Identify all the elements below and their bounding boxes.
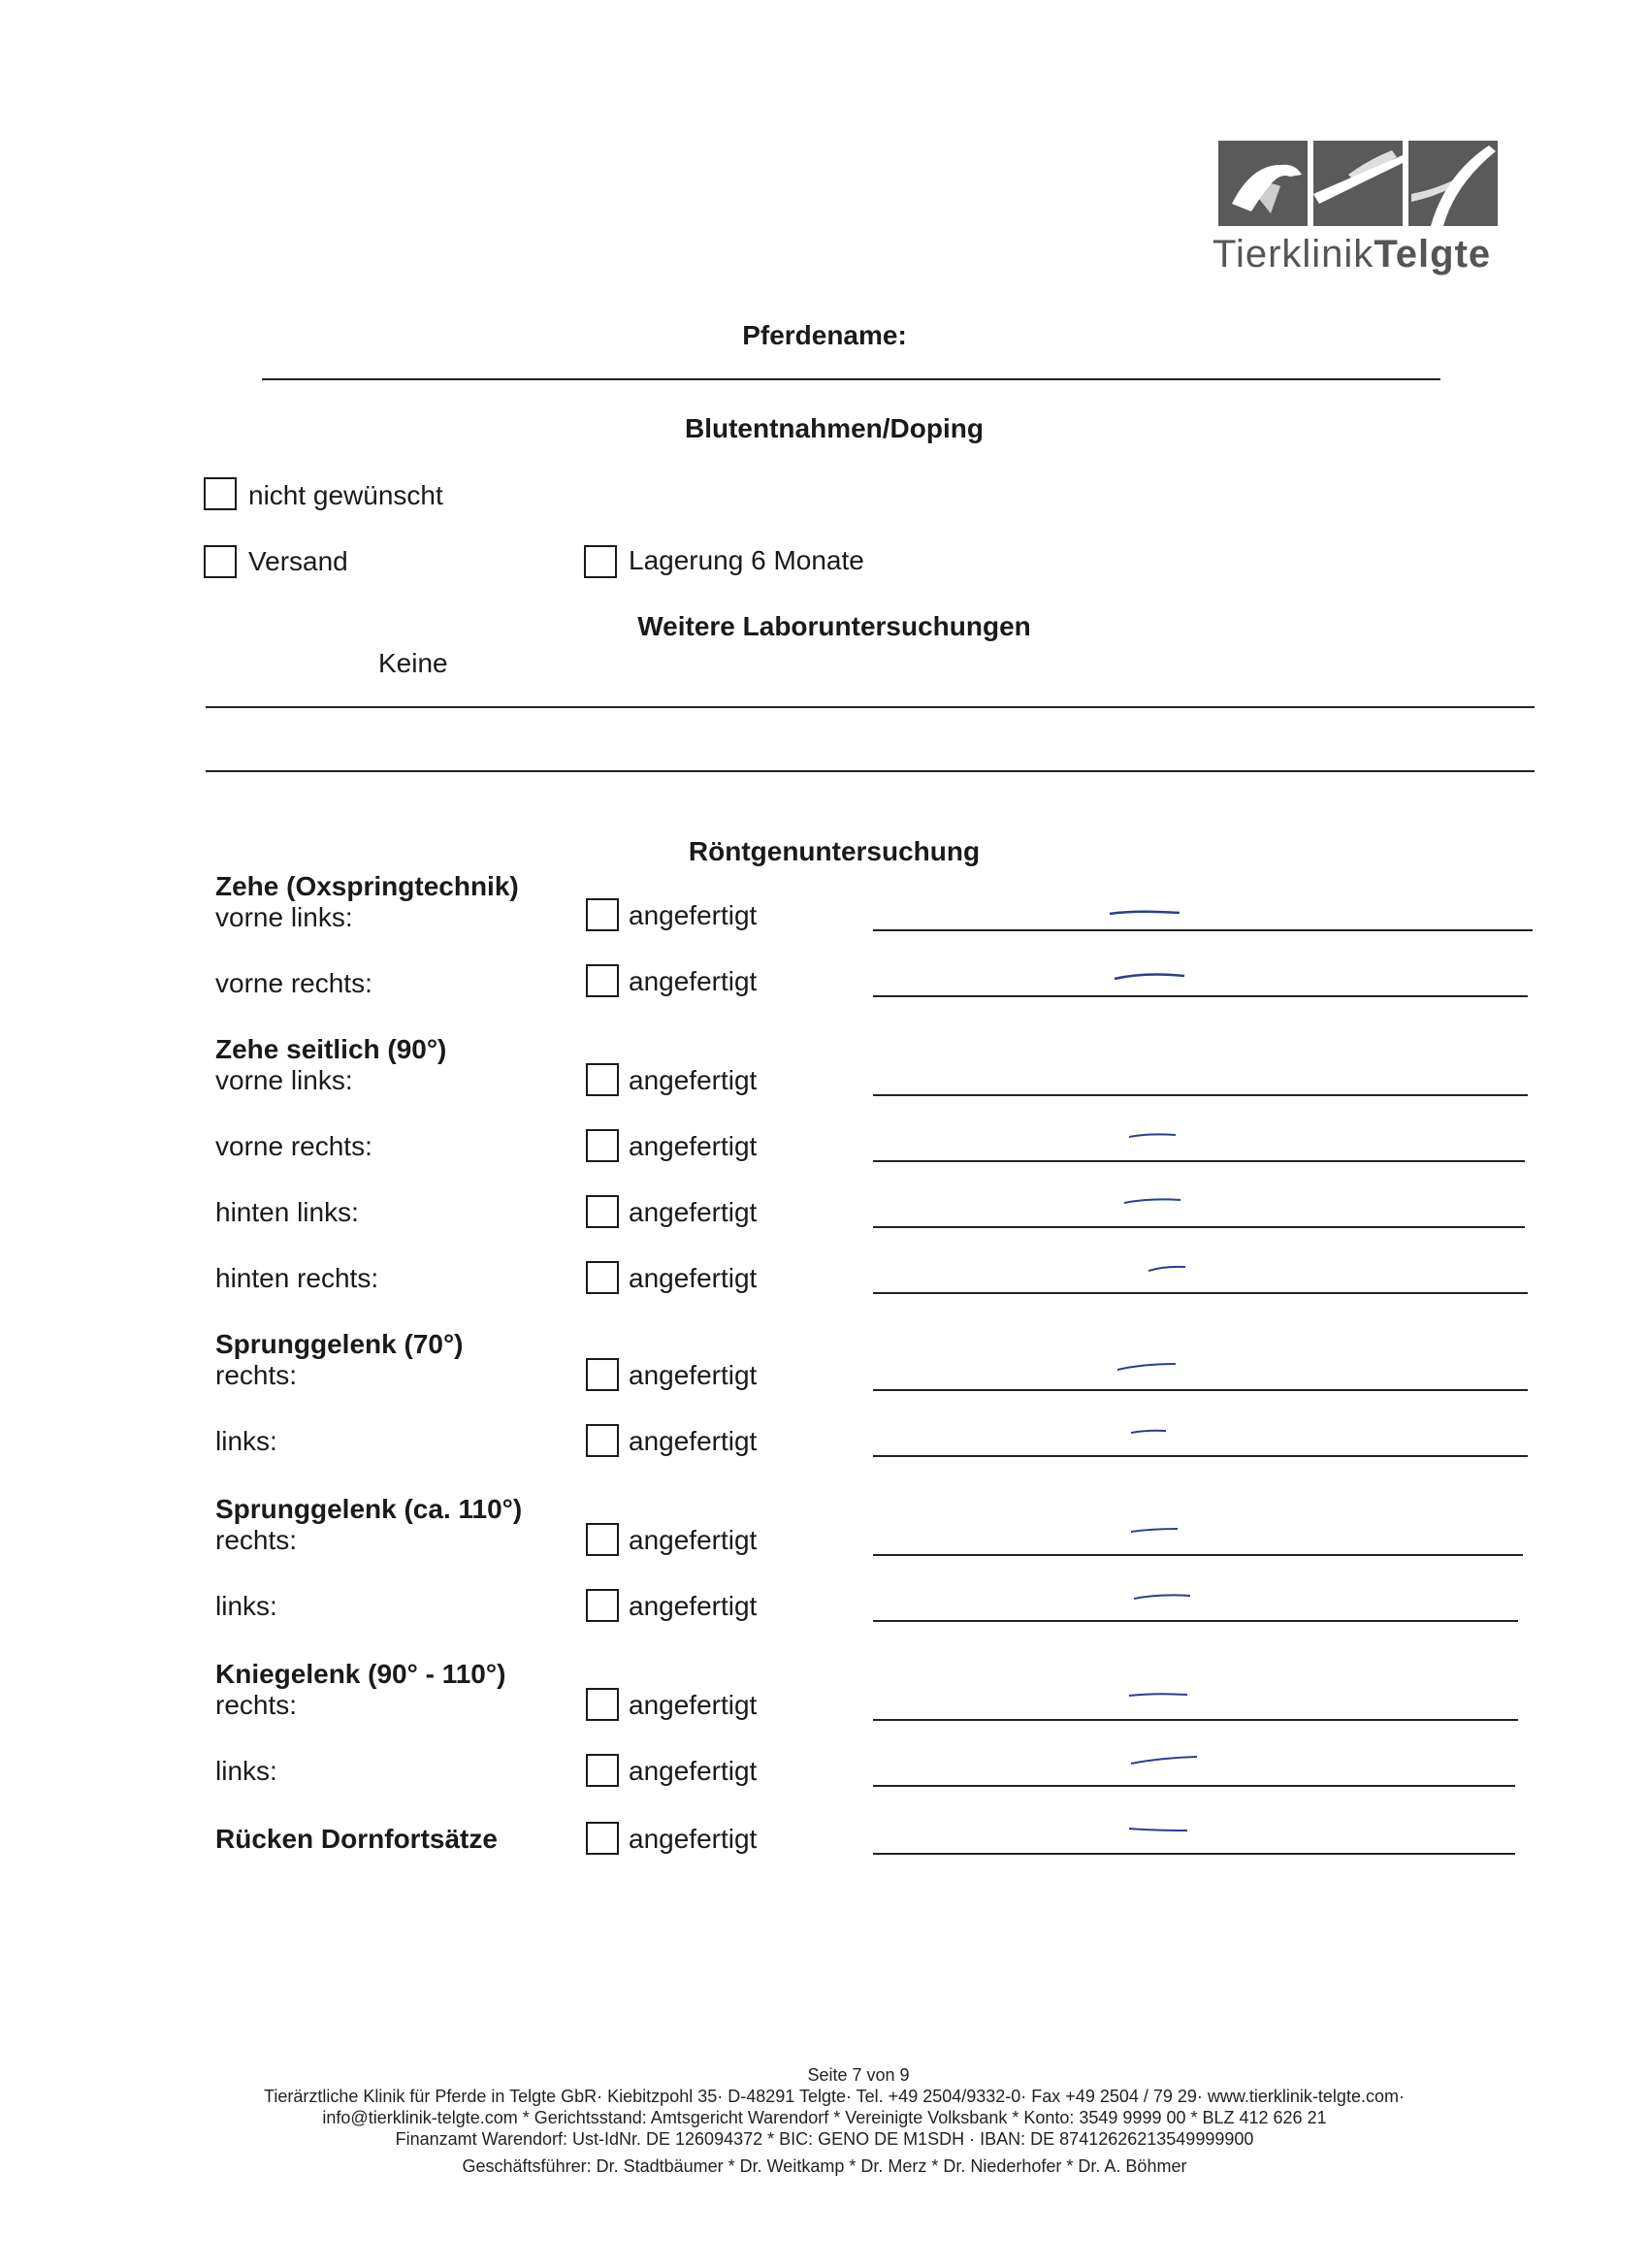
pen-mark — [1125, 1824, 1193, 1835]
logo-text-bold: Telgte — [1374, 233, 1492, 275]
toe-side-front-right-checkbox[interactable] — [586, 1129, 619, 1162]
xray-section-title: Röntgenuntersuchung — [688, 836, 981, 866]
row-hock110-right-label: rechts: — [215, 1525, 298, 1555]
toe-front-left-checkbox[interactable] — [586, 898, 619, 931]
group-hock70-heading: Sprunggelenk (70°) — [215, 1329, 464, 1359]
pen-mark — [1111, 970, 1188, 984]
hock110-right-line[interactable] — [873, 1554, 1523, 1556]
clinic-logo — [1212, 136, 1504, 281]
footer-line-3: Finanzamt Warendorf: Ust-IdNr. DE 126094372 * BIC: GENO DE M1SDH · IBAN: DE 87412626213549999900 — [395, 2129, 1254, 2149]
group-back-heading: Rücken Dornfortsätze — [215, 1824, 498, 1854]
row-hock110-left-label: links: — [215, 1591, 277, 1621]
made-label: angefertigt — [629, 1525, 758, 1555]
pen-mark — [1125, 1690, 1193, 1701]
made-label: angefertigt — [629, 1263, 758, 1293]
row-hock70-left-label: links: — [215, 1426, 277, 1456]
made-label: angefertigt — [629, 1824, 758, 1854]
pen-mark — [1125, 1130, 1183, 1142]
footer-line-4: Geschäftsführer: Dr. Stadtbäumer * Dr. Weitkamp * Dr. Merz * Dr. Niederhofer * Dr. A. Böhmer — [462, 2156, 1187, 2176]
hock70-right-line[interactable] — [873, 1389, 1528, 1391]
made-label: angefertigt — [629, 1426, 758, 1456]
blood-section-title: Blutentnahmen/Doping — [685, 413, 984, 443]
row-stifle-right-label: rechts: — [215, 1690, 298, 1720]
toe-front-left-line[interactable] — [873, 929, 1533, 931]
back-line[interactable] — [873, 1853, 1515, 1855]
toe-front-right-line[interactable] — [873, 995, 1528, 997]
made-label: angefertigt — [629, 1756, 758, 1786]
made-label: angefertigt — [629, 1197, 758, 1227]
toe-side-front-left-line[interactable] — [873, 1094, 1528, 1096]
back-checkbox[interactable] — [586, 1822, 619, 1855]
made-label: angefertigt — [629, 900, 758, 930]
horse-name-label: Pferdename: — [742, 320, 907, 350]
not-wanted-label: nicht gewünscht — [248, 480, 443, 510]
lab-section-title: Weitere Laboruntersuchungen — [637, 611, 1031, 641]
storage-checkbox[interactable] — [584, 545, 617, 578]
hock110-left-line[interactable] — [873, 1620, 1518, 1622]
hock110-right-checkbox[interactable] — [586, 1523, 619, 1556]
stifle-right-checkbox[interactable] — [586, 1688, 619, 1721]
row-toe-side-hind-left-label: hinten links: — [215, 1197, 359, 1227]
hock70-right-checkbox[interactable] — [586, 1358, 619, 1391]
stifle-left-line[interactable] — [873, 1785, 1515, 1787]
group-toe-heading: Zehe (Oxspringtechnik) — [215, 871, 519, 901]
footer-page-number: Seite 7 von 9 — [807, 2065, 910, 2085]
footer-line-1: Tierärztliche Klinik für Pferde in Telgte GbR· Kiebitzpohl 35· D-48291 Telgte· Tel. +49 2504/9332-0· Fax +49 2504 / 79 29· www.tierklinik-telgte.com· — [264, 2087, 1405, 2106]
lab-line-1[interactable] — [206, 706, 1535, 708]
pen-mark — [1127, 1754, 1205, 1767]
row-toe-side-hind-right-label: hinten rechts: — [215, 1263, 379, 1293]
toe-side-front-right-line[interactable] — [873, 1160, 1525, 1162]
made-label: angefertigt — [629, 1065, 758, 1095]
pen-mark — [1145, 1263, 1193, 1275]
made-label: angefertigt — [629, 1131, 758, 1161]
pen-mark — [1130, 1591, 1198, 1603]
hock110-left-checkbox[interactable] — [586, 1589, 619, 1622]
not-wanted-checkbox[interactable] — [204, 477, 237, 510]
toe-side-front-left-checkbox[interactable] — [586, 1063, 619, 1096]
pen-mark — [1120, 1195, 1188, 1207]
lab-line-2[interactable] — [206, 770, 1535, 772]
hock70-left-checkbox[interactable] — [586, 1424, 619, 1457]
row-toe-front-left-label: vorne links: — [215, 902, 353, 932]
horse-name-line[interactable] — [262, 378, 1440, 380]
toe-front-right-checkbox[interactable] — [586, 964, 619, 997]
row-toe-side-front-right-label: vorne rechts: — [215, 1131, 372, 1161]
shipping-checkbox[interactable] — [204, 545, 237, 578]
storage-label: Lagerung 6 Monate — [629, 545, 864, 575]
toe-side-hind-right-checkbox[interactable] — [586, 1261, 619, 1294]
lab-value: Keine — [378, 648, 448, 678]
group-stifle-heading: Kniegelenk (90° - 110°) — [215, 1659, 506, 1689]
horse-jump-logo-icon — [1212, 136, 1504, 233]
made-label: angefertigt — [629, 1591, 758, 1621]
toe-side-hind-left-checkbox[interactable] — [586, 1195, 619, 1228]
made-label: angefertigt — [629, 1360, 758, 1390]
shipping-label: Versand — [248, 546, 348, 576]
pen-mark — [1127, 1525, 1185, 1537]
logo-wordmark — [1212, 233, 1504, 276]
stifle-left-checkbox[interactable] — [586, 1754, 619, 1787]
footer-line-2: info@tierklinik-telgte.com * Gerichtsstand: Amtsgericht Warendorf * Vereinigte Volksbank * Konto: 3549 9999 00 * BLZ 412 626 21 — [322, 2108, 1327, 2127]
row-toe-front-right-label: vorne rechts: — [215, 968, 372, 998]
row-toe-side-front-left-label: vorne links: — [215, 1065, 353, 1095]
made-label: angefertigt — [629, 966, 758, 996]
pen-mark — [1114, 1360, 1181, 1374]
pen-mark — [1106, 906, 1183, 920]
hock70-left-line[interactable] — [873, 1455, 1528, 1457]
row-stifle-left-label: links: — [215, 1756, 277, 1786]
toe-side-hind-right-line[interactable] — [873, 1292, 1528, 1294]
logo-text-light: Tierklinik — [1212, 233, 1374, 275]
group-hock110-heading: Sprunggelenk (ca. 110°) — [215, 1494, 523, 1524]
toe-side-hind-left-line[interactable] — [873, 1226, 1525, 1228]
pen-mark — [1127, 1426, 1176, 1438]
made-label: angefertigt — [629, 1690, 758, 1720]
stifle-right-line[interactable] — [873, 1719, 1518, 1721]
row-hock70-right-label: rechts: — [215, 1360, 298, 1390]
group-toe-side-heading: Zehe seitlich (90°) — [215, 1034, 447, 1064]
